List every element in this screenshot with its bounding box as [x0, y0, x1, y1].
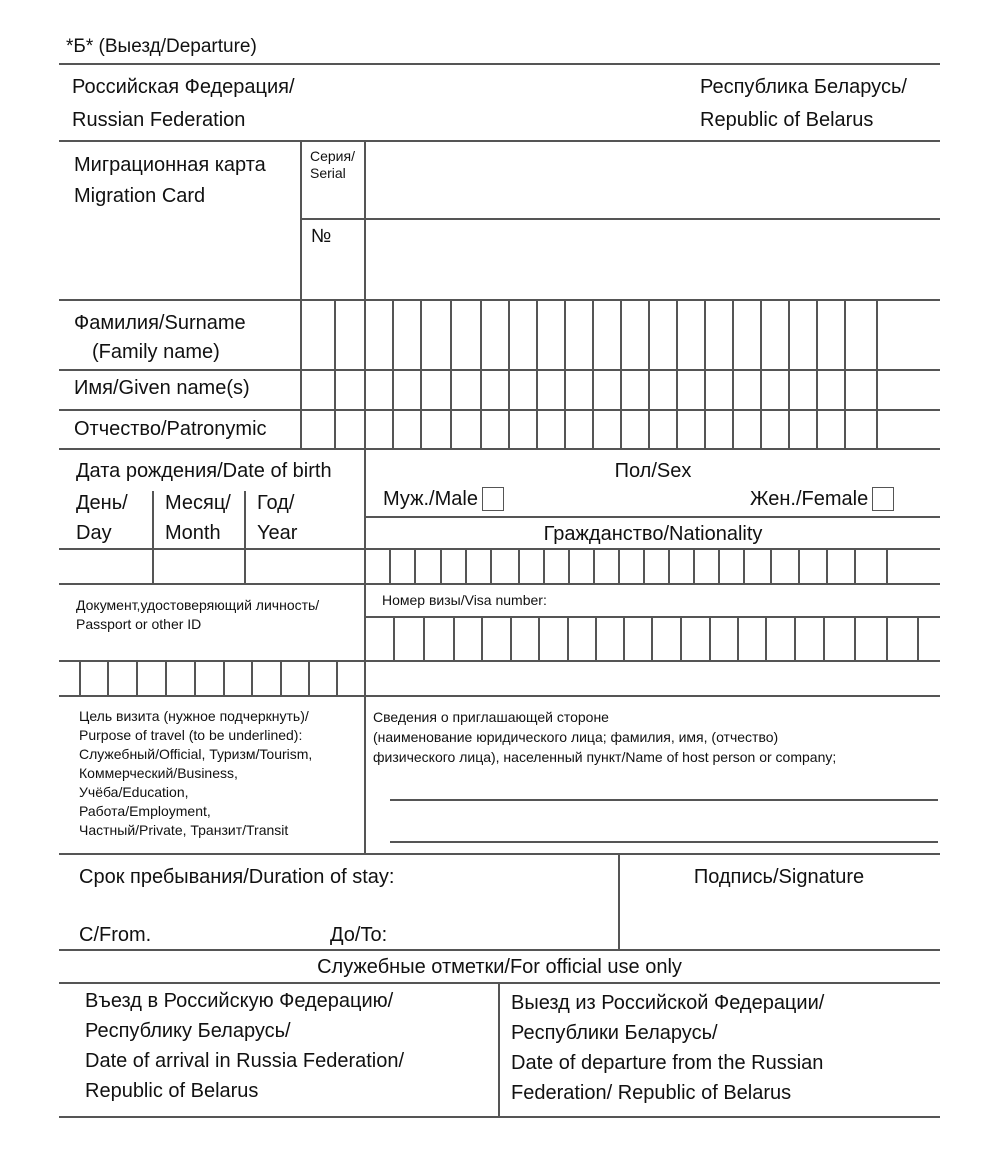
char-cell[interactable] — [622, 301, 650, 369]
host-underline — [390, 841, 938, 843]
departure-line: Выезд из Российской Федерации/ — [511, 992, 825, 1014]
host-label-line3: физического лица), населенный пункт/Name of host person or company; — [373, 749, 837, 765]
char-cell[interactable] — [670, 550, 695, 583]
char-cell[interactable] — [538, 301, 566, 369]
char-cell[interactable] — [888, 550, 923, 583]
purpose-option-education[interactable]: Учёба/Education, — [79, 784, 189, 800]
char-cell[interactable] — [695, 550, 720, 583]
stay-to-label: До/To: — [330, 924, 388, 946]
arrival-line: Республику Беларусь/ — [85, 1020, 291, 1042]
char-cell[interactable] — [856, 550, 888, 583]
visa-number-cells[interactable] — [366, 618, 955, 660]
char-cell[interactable] — [825, 618, 856, 660]
char-cell[interactable] — [452, 301, 482, 369]
card-title-en: Migration Card — [74, 185, 206, 207]
purpose-option-private-transit[interactable]: Частный/Private, Транзит/Transit — [79, 822, 289, 838]
signature-field[interactable] — [621, 895, 939, 949]
char-cell[interactable] — [394, 301, 422, 369]
serial-label-ru: Серия/ — [310, 148, 355, 164]
day-label-en: Day — [76, 522, 112, 544]
char-cell[interactable] — [888, 618, 919, 660]
char-cell[interactable] — [711, 618, 739, 660]
char-cell[interactable] — [482, 301, 510, 369]
divider — [59, 583, 940, 585]
char-cell[interactable] — [856, 618, 888, 660]
divider — [498, 982, 500, 1117]
char-cell[interactable] — [678, 411, 706, 448]
char-cell[interactable] — [366, 301, 394, 369]
char-cell[interactable] — [196, 662, 225, 695]
purpose-option-business[interactable]: Коммерческий/Business, — [79, 765, 238, 781]
serial-label-en: Serial — [310, 165, 346, 181]
char-cell[interactable] — [510, 371, 538, 409]
char-cell[interactable] — [482, 411, 510, 448]
char-cell[interactable] — [422, 301, 452, 369]
char-cell[interactable] — [545, 550, 570, 583]
char-cell[interactable] — [790, 301, 818, 369]
char-cell[interactable] — [569, 618, 597, 660]
char-cell[interactable] — [622, 371, 650, 409]
char-cell[interactable] — [597, 618, 625, 660]
birth-month-input[interactable] — [154, 550, 244, 582]
char-cell[interactable] — [919, 618, 955, 660]
char-cell[interactable] — [762, 301, 790, 369]
country-right-ru: Республика Беларусь/ — [700, 76, 907, 98]
departure-line: Date of departure from the Russian — [511, 1052, 824, 1074]
char-cell[interactable] — [678, 371, 706, 409]
stay-to-input[interactable] — [395, 922, 615, 948]
host-underline — [390, 799, 938, 801]
char-cell[interactable] — [282, 662, 310, 695]
char-cell[interactable] — [706, 411, 734, 448]
country-left-ru: Российская Федерация/ — [72, 76, 295, 98]
char-cell[interactable] — [734, 301, 762, 369]
patronymic-cells[interactable] — [302, 411, 878, 448]
char-cell[interactable] — [520, 550, 545, 583]
serial-input[interactable] — [366, 142, 940, 218]
divider — [59, 949, 940, 951]
char-cell[interactable] — [394, 411, 422, 448]
char-cell[interactable] — [452, 411, 482, 448]
year-label-ru: Год/ — [257, 492, 295, 514]
char-cell[interactable] — [492, 550, 520, 583]
char-cell[interactable] — [734, 411, 762, 448]
char-cell[interactable] — [302, 371, 336, 409]
host-label-line1: Сведения о приглашающей стороне — [373, 709, 609, 725]
stay-title: Срок пребывания/Duration of stay: — [79, 866, 395, 888]
divider — [59, 853, 940, 855]
sex-title: Пол/Sex — [614, 460, 692, 482]
char-cell[interactable] — [772, 550, 800, 583]
male-checkbox[interactable] — [482, 487, 504, 511]
day-label-ru: День/ — [76, 492, 128, 514]
male-label: Муж./Male — [383, 488, 478, 510]
female-label: Жен./Female — [750, 488, 869, 510]
surname-cells[interactable] — [302, 301, 878, 369]
birth-year-input[interactable] — [246, 550, 364, 582]
host-input-line1[interactable] — [390, 776, 938, 798]
char-cell[interactable] — [570, 550, 595, 583]
char-cell[interactable] — [678, 301, 706, 369]
char-cell[interactable] — [538, 411, 566, 448]
day-label — [76, 488, 128, 548]
char-cell[interactable] — [422, 411, 452, 448]
patronymic-label: Отчество/Patronymic — [74, 418, 267, 440]
char-cell[interactable] — [425, 618, 455, 660]
char-cell[interactable] — [650, 371, 678, 409]
char-cell[interactable] — [366, 618, 395, 660]
document-label-en: Passport or other ID — [76, 616, 202, 632]
char-cell[interactable] — [790, 371, 818, 409]
stay-from-label: С/From. — [79, 924, 152, 946]
purpose-option-official-tourism[interactable]: Служебный/Official, Туризм/Tourism, — [79, 746, 313, 762]
char-cell[interactable] — [625, 618, 653, 660]
form-code-title: *Б* (Выезд/Departure) — [66, 36, 257, 57]
given-name-label: Имя/Given name(s) — [74, 377, 250, 399]
char-cell[interactable] — [734, 371, 762, 409]
nationality-title: Гражданство/Nationality — [543, 523, 763, 545]
stay-from-input[interactable] — [158, 922, 318, 948]
purpose-title-en: Purpose of travel (to be underlined): — [79, 727, 303, 743]
char-cell[interactable] — [455, 618, 483, 660]
country-right-en: Republic of Belarus — [700, 109, 874, 131]
host-label — [373, 707, 836, 767]
char-cell[interactable] — [594, 371, 622, 409]
char-cell[interactable] — [650, 301, 678, 369]
passport-cells[interactable] — [61, 662, 365, 695]
char-cell[interactable] — [452, 371, 482, 409]
number-input[interactable] — [366, 220, 940, 298]
divider — [59, 695, 940, 697]
char-cell[interactable] — [538, 371, 566, 409]
official-use-title: Служебные отметки/For official use only — [317, 956, 682, 978]
char-cell[interactable] — [595, 550, 620, 583]
card-title-ru: Миграционная карта — [74, 154, 266, 176]
char-cell[interactable] — [594, 301, 622, 369]
char-cell[interactable] — [566, 411, 594, 448]
year-label — [257, 488, 297, 548]
char-cell[interactable] — [762, 411, 790, 448]
birth-title: Дата рождения/Date of birth — [76, 460, 332, 482]
month-label-ru: Месяц/ — [165, 492, 231, 514]
divider — [59, 1116, 940, 1118]
char-cell[interactable] — [566, 301, 594, 369]
char-cell[interactable] — [645, 550, 670, 583]
divider — [364, 516, 940, 518]
char-cell[interactable] — [846, 301, 878, 369]
char-cell[interactable] — [745, 550, 772, 583]
purpose-option-employment[interactable]: Работа/Employment, — [79, 803, 211, 819]
char-cell[interactable] — [467, 550, 492, 583]
sex-male-option[interactable] — [383, 484, 504, 514]
char-cell[interactable] — [310, 662, 338, 695]
char-cell[interactable] — [336, 411, 366, 448]
month-label-en: Month — [165, 522, 221, 544]
document-label-ru: Документ,удостоверяющий личность/ — [76, 597, 320, 613]
signature-label: Подпись/Signature — [693, 866, 865, 888]
given-name-cells[interactable] — [302, 371, 878, 409]
char-cell[interactable] — [138, 662, 167, 695]
divider — [59, 448, 940, 450]
arrival-line: Въезд в Российскую Федерацию/ — [85, 990, 394, 1012]
sex-female-option[interactable] — [750, 484, 894, 514]
char-cell[interactable] — [442, 550, 467, 583]
char-cell[interactable] — [336, 301, 366, 369]
char-cell[interactable] — [762, 371, 790, 409]
purpose-of-travel[interactable] — [79, 707, 312, 840]
visa-label: Номер визы/Visa number: — [382, 592, 547, 608]
char-cell[interactable] — [336, 371, 366, 409]
char-cell[interactable] — [167, 662, 196, 695]
char-cell[interactable] — [594, 411, 622, 448]
char-cell[interactable] — [422, 371, 452, 409]
char-cell[interactable] — [253, 662, 282, 695]
arrival-stamp-area — [85, 986, 404, 1106]
number-label: № — [311, 226, 332, 247]
char-cell[interactable] — [790, 411, 818, 448]
char-cell[interactable] — [109, 662, 138, 695]
female-checkbox[interactable] — [872, 487, 894, 511]
visa-extra-input[interactable] — [366, 662, 940, 695]
char-cell[interactable] — [510, 301, 538, 369]
char-cell[interactable] — [818, 301, 846, 369]
char-cell[interactable] — [302, 411, 336, 448]
char-cell[interactable] — [366, 411, 394, 448]
departure-line: Federation/ Republic of Belarus — [511, 1082, 792, 1104]
char-cell[interactable] — [416, 550, 442, 583]
char-cell[interactable] — [682, 618, 711, 660]
char-cell[interactable] — [706, 301, 734, 369]
surname-label-line2: (Family name) — [92, 341, 220, 363]
divider — [59, 63, 940, 65]
char-cell[interactable] — [620, 550, 645, 583]
char-cell[interactable] — [540, 618, 569, 660]
char-cell[interactable] — [366, 371, 394, 409]
month-label — [165, 488, 231, 548]
char-cell[interactable] — [61, 662, 81, 695]
char-cell[interactable] — [566, 371, 594, 409]
year-label-en: Year — [257, 522, 298, 544]
departure-line: Республики Беларусь/ — [511, 1022, 718, 1044]
char-cell[interactable] — [483, 618, 512, 660]
arrival-line: Date of arrival in Russia Federation/ — [85, 1050, 405, 1072]
char-cell[interactable] — [818, 411, 846, 448]
char-cell[interactable] — [796, 618, 825, 660]
document-label — [76, 596, 319, 634]
char-cell[interactable] — [81, 662, 109, 695]
char-cell[interactable] — [394, 371, 422, 409]
char-cell[interactable] — [706, 371, 734, 409]
host-label-line2: (наименование юридического лица; фамилия, имя, (отчество) — [373, 729, 779, 745]
nationality-cells[interactable] — [366, 550, 923, 583]
purpose-title-ru: Цель визита (нужное подчеркнуть)/ — [79, 708, 309, 724]
char-cell[interactable] — [828, 550, 856, 583]
char-cell[interactable] — [622, 411, 650, 448]
country-left-en: Russian Federation — [72, 109, 246, 131]
departure-stamp-area — [511, 988, 824, 1108]
arrival-line: Republic of Belarus — [85, 1080, 259, 1102]
char-cell[interactable] — [225, 662, 253, 695]
serial-label — [310, 148, 355, 182]
char-cell[interactable] — [650, 411, 678, 448]
char-cell[interactable] — [510, 411, 538, 448]
char-cell[interactable] — [818, 371, 846, 409]
char-cell[interactable] — [482, 371, 510, 409]
char-cell[interactable] — [800, 550, 828, 583]
char-cell[interactable] — [653, 618, 682, 660]
char-cell[interactable] — [767, 618, 796, 660]
char-cell[interactable] — [391, 550, 416, 583]
surname-label-line1: Фамилия/Surname — [74, 312, 246, 334]
host-input-line2[interactable] — [390, 818, 938, 840]
char-cell[interactable] — [739, 618, 767, 660]
char-cell[interactable] — [846, 371, 878, 409]
char-cell[interactable] — [846, 411, 878, 448]
char-cell[interactable] — [338, 662, 365, 695]
birth-day-input[interactable] — [61, 550, 152, 582]
char-cell[interactable] — [512, 618, 540, 660]
char-cell[interactable] — [302, 301, 336, 369]
char-cell[interactable] — [720, 550, 745, 583]
char-cell[interactable] — [366, 550, 391, 583]
char-cell[interactable] — [395, 618, 425, 660]
